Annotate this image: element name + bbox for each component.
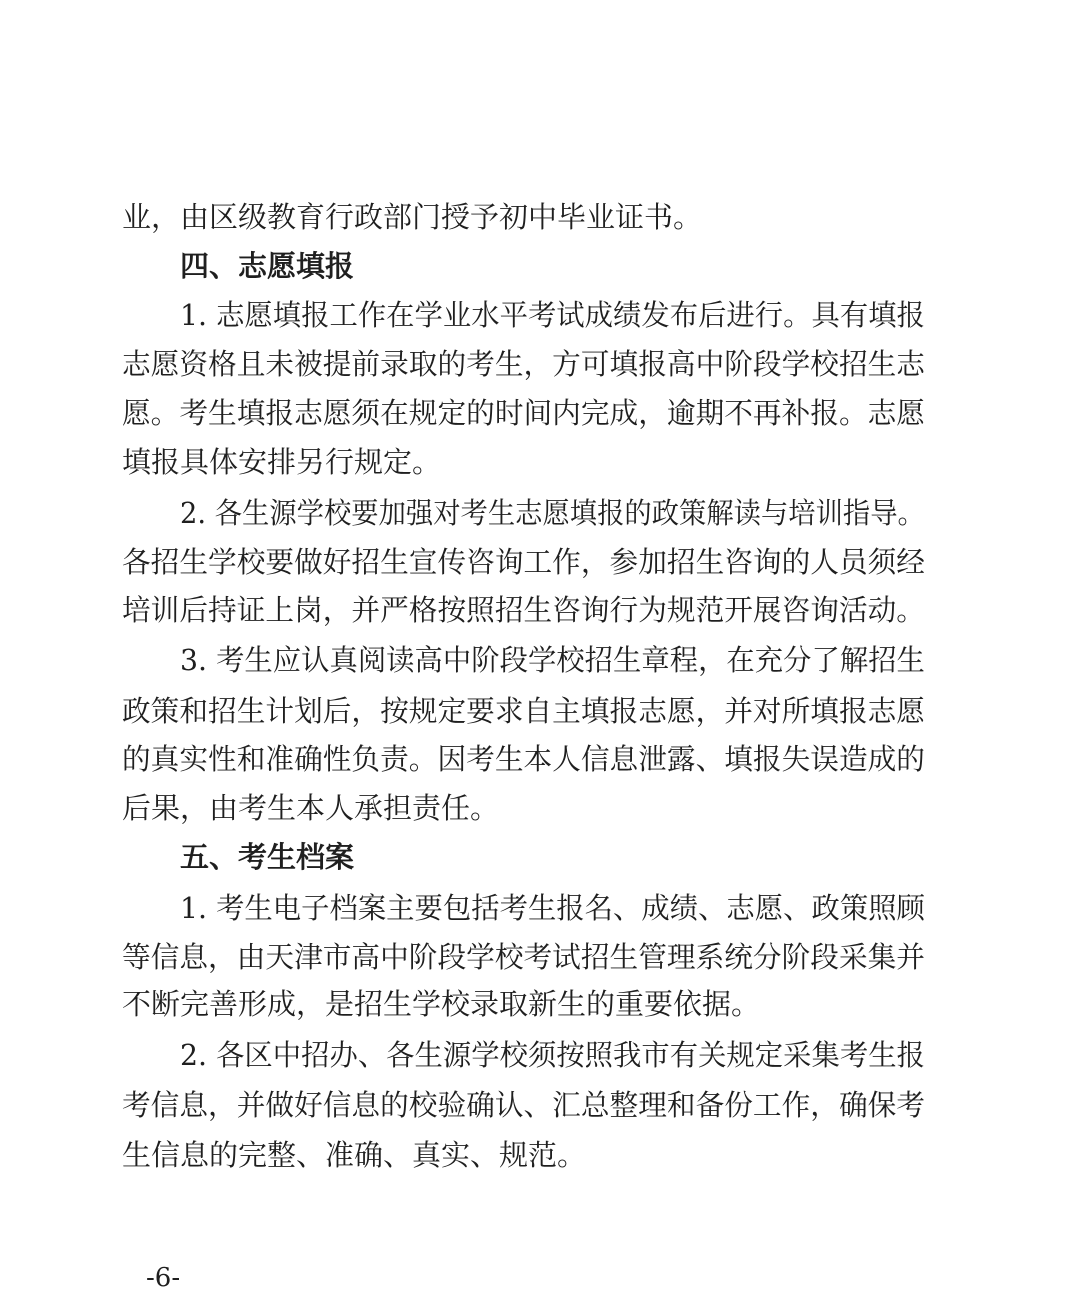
- text-line: [0, 686, 1080, 736]
- page-number: -6-: [146, 1263, 181, 1293]
- line-text: 考信息，并做好信息的校验确认、汇总整理和备份工作，确保考: [122, 1088, 926, 1122]
- line-text: 1. 考生电子档案主要包括考生报名、成绩、志愿、政策照顾: [180, 891, 925, 925]
- text-line: [0, 488, 1080, 538]
- text-line: [0, 1130, 1080, 1180]
- heading-text: 四、志愿填报: [180, 249, 355, 283]
- line-text: 1. 志愿填报工作在学业水平考试成绩发布后进行。具有填报: [180, 298, 925, 332]
- line-text: 2. 各区中招办、各生源学校须按照我市有关规定采集考生报: [180, 1038, 925, 1072]
- heading-text: 五、考生档案: [180, 840, 355, 874]
- text-line: [0, 883, 1080, 933]
- text-line: [0, 537, 1080, 587]
- text-line: [0, 734, 1080, 784]
- line-text: 各招生学校要做好招生宣传咨询工作，参加招生咨询的人员须经: [122, 545, 926, 579]
- text-line: [0, 1080, 1080, 1130]
- section-heading: [0, 241, 1080, 291]
- line-text: 培训后持证上岗，并严格按照招生咨询行为规范开展咨询活动。: [122, 593, 926, 627]
- line-text: 填报具体安排另行规定。: [122, 445, 442, 479]
- line-text: 生信息的完整、准确、真实、规范。: [122, 1138, 587, 1172]
- text-line: [0, 192, 1080, 242]
- text-line: [0, 783, 1080, 833]
- text-line: [0, 932, 1080, 982]
- text-line: [0, 585, 1080, 635]
- line-text: 等信息，由天津市高中阶段学校考试招生管理系统分阶段采集并: [122, 940, 926, 974]
- line-text: 志愿资格且未被提前录取的考生，方可填报高中阶段学校招生志: [122, 347, 926, 381]
- text-line: [0, 437, 1080, 487]
- line-text: 愿。考生填报志愿须在规定的时间内完成，逾期不再补报。志愿: [122, 396, 926, 430]
- line-text: 3. 考生应认真阅读高中阶段学校招生章程，在充分了解招生: [180, 643, 925, 677]
- text-line: [0, 1030, 1080, 1080]
- section-heading: [0, 832, 1080, 882]
- text-line: [0, 388, 1080, 438]
- line-text: 政策和招生计划后，按规定要求自主填报志愿，并对所填报志愿: [122, 694, 926, 728]
- text-line: [0, 339, 1080, 389]
- line-text: 后果，由考生本人承担责任。: [122, 791, 500, 825]
- line-text: 2. 各生源学校要加强对考生志愿填报的政策解读与培训指导。: [180, 496, 925, 530]
- text-line: [0, 979, 1080, 1029]
- text-line: [0, 290, 1080, 340]
- line-text: 业，由区级教育行政部门授予初中毕业证书。: [122, 200, 703, 234]
- line-text: 的真实性和准确性负责。因考生本人信息泄露、填报失误造成的: [122, 742, 926, 776]
- text-line: [0, 635, 1080, 685]
- line-text: 不断完善形成，是招生学校录取新生的重要依据。: [122, 987, 761, 1021]
